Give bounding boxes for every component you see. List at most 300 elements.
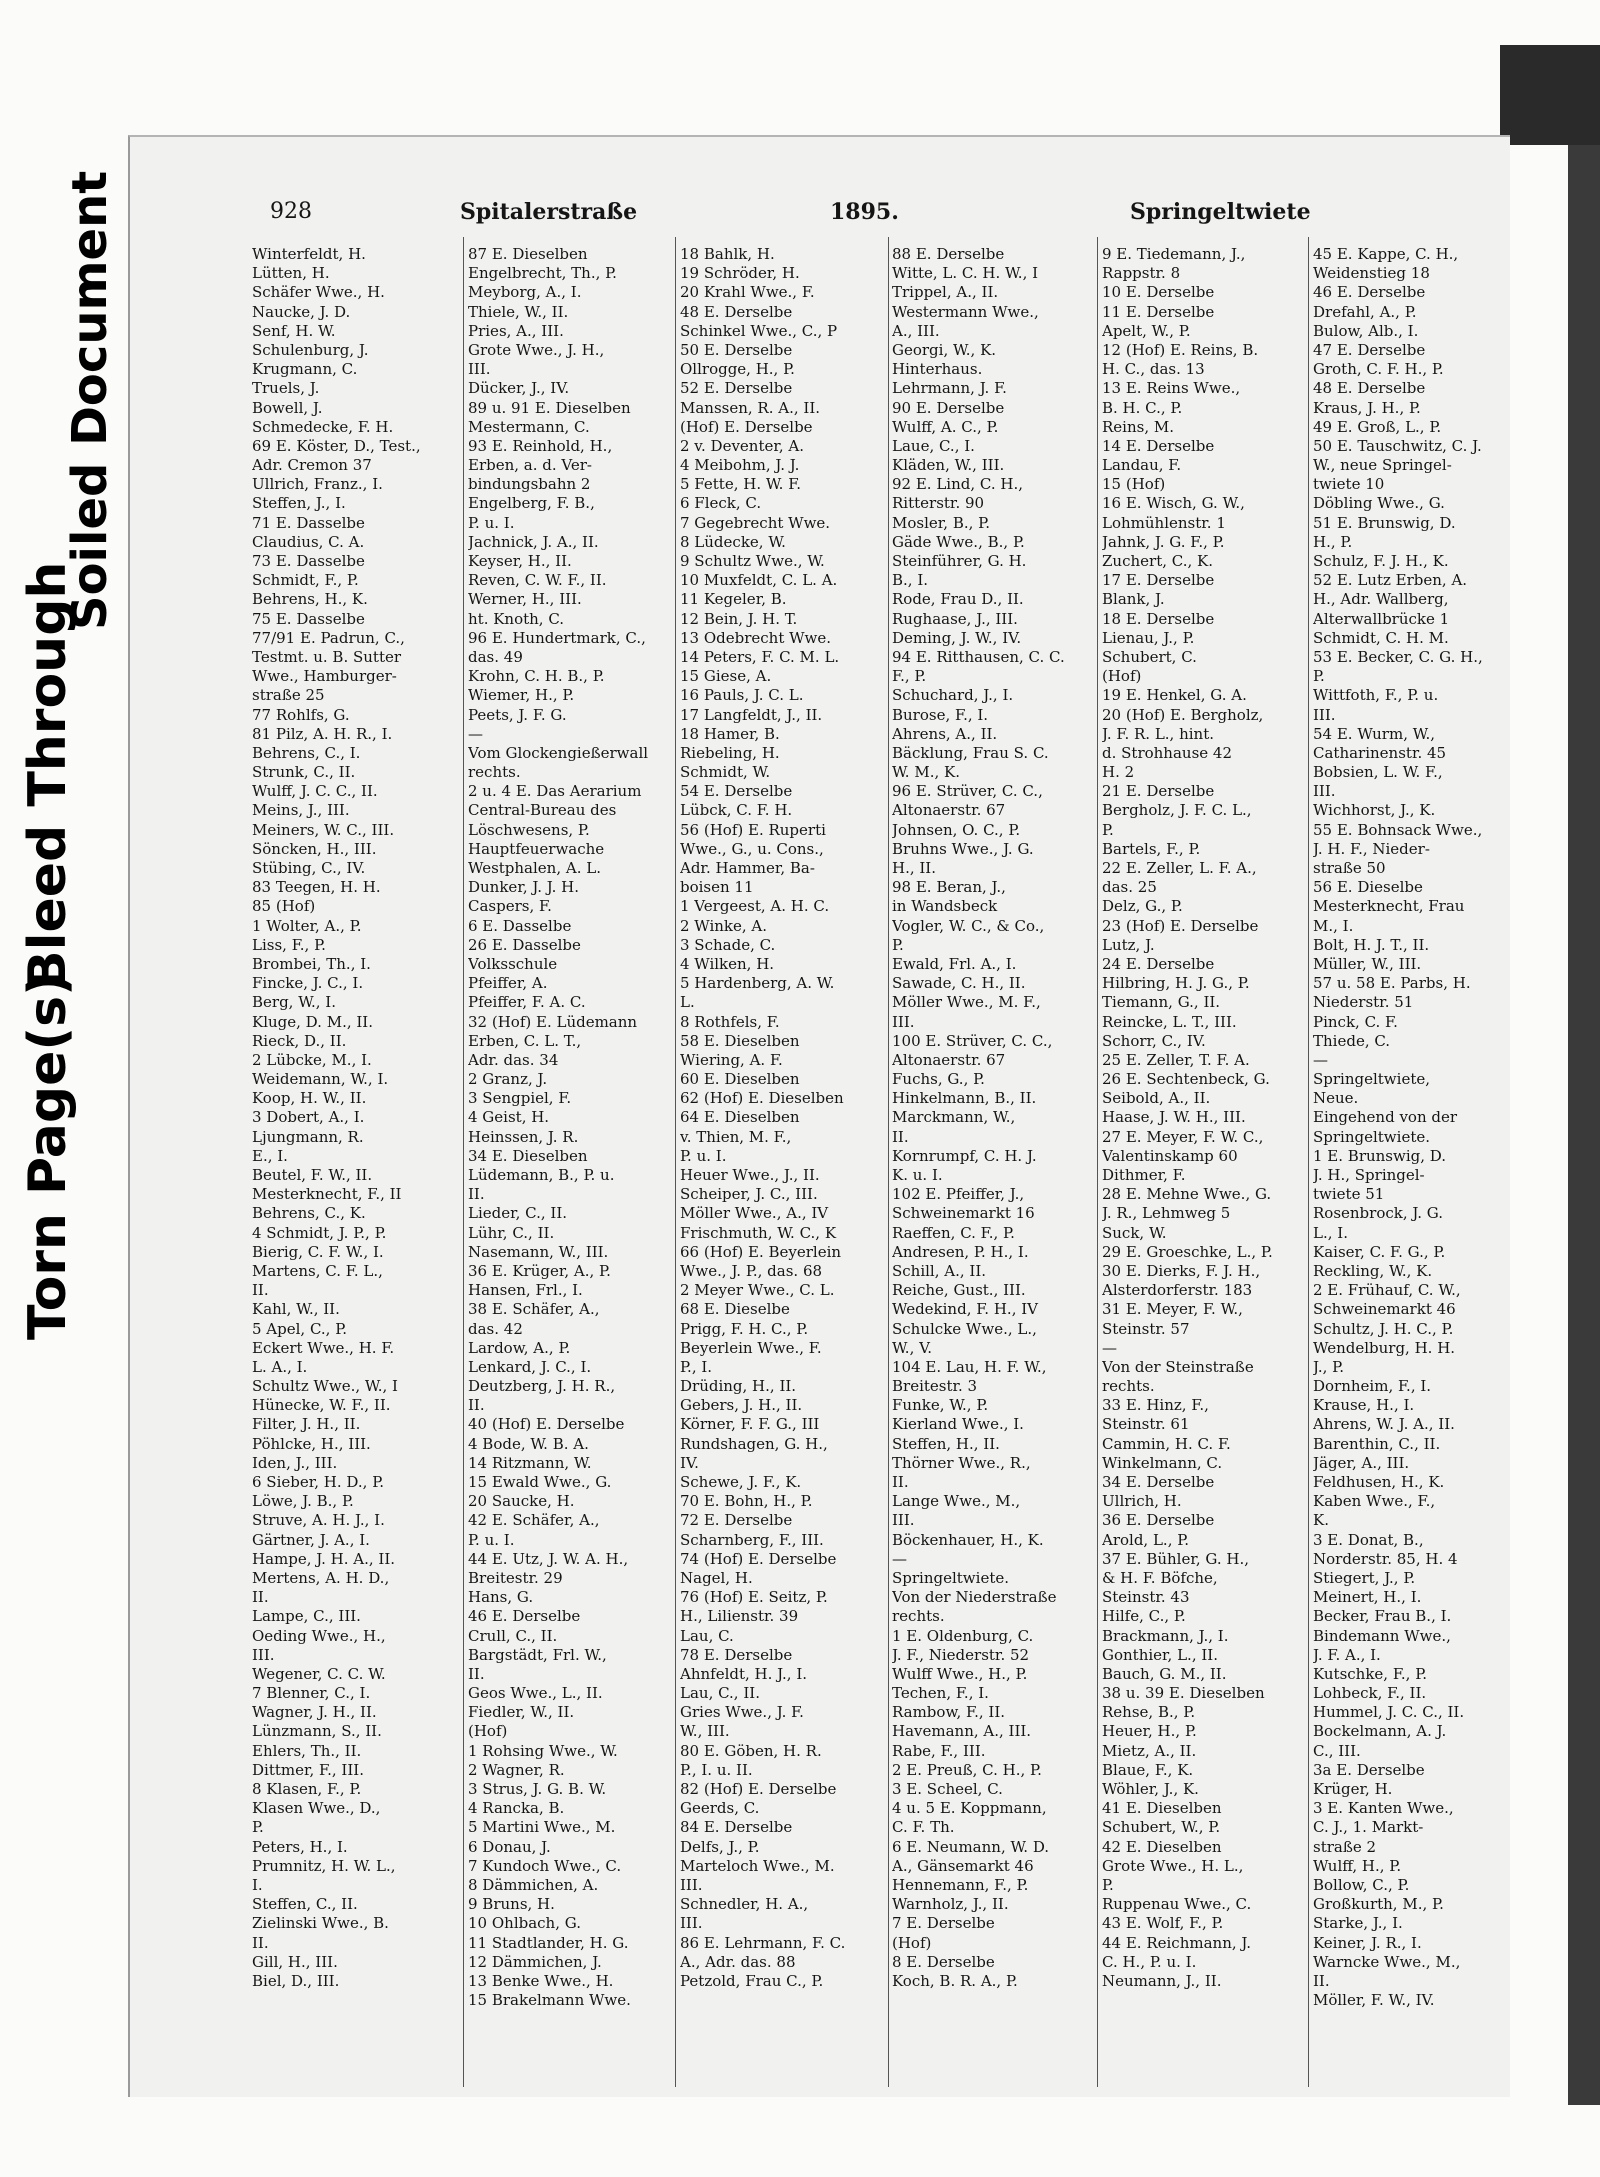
directory-entry-line: Neue.: [1313, 1089, 1359, 1108]
directory-entry-line: 73 E. Dasselbe: [252, 552, 365, 570]
directory-entry-line: Steffen, J., I.: [252, 494, 346, 513]
directory-entry-line: Thiele, W., II.: [468, 302, 569, 321]
column-rule: [463, 237, 464, 2087]
directory-entry-line: —: [1102, 1338, 1117, 1357]
directory-entry-line: Becker, Frau B., I.: [1313, 1607, 1452, 1626]
directory-entry-line: Gonthier, L., II.: [1102, 1645, 1218, 1664]
directory-entry-line: 12 Bein, J. H. T.: [680, 609, 798, 628]
directory-entry-line: —: [468, 724, 483, 743]
directory-entry-line: Pfeiffer, A.: [468, 974, 548, 993]
directory-entry-line: 11 Kegeler, B.: [680, 590, 787, 609]
directory-entry-line: Westphalen, A. L.: [468, 859, 601, 877]
directory-entry-line: Mesterknecht, Frau: [1313, 897, 1465, 916]
directory-entry-line: Berg, W., I.: [252, 993, 337, 1012]
directory-entry-line: Lüdemann, B., P. u.: [468, 1166, 615, 1184]
directory-entry-line: II.: [252, 1281, 269, 1300]
directory-entry-line: Koop, H. W., II.: [252, 1089, 367, 1108]
directory-entry-line: Deutzberg, J. H. R.,: [468, 1377, 616, 1396]
directory-entry-line: Hilbring, H. J. G., P.: [1102, 974, 1250, 993]
directory-entry-line: Steffen, C., II.: [252, 1895, 358, 1914]
directory-entry-line: Von der Niederstraße: [892, 1588, 1057, 1607]
directory-entry-line: Stübing, C., IV.: [252, 859, 366, 877]
directory-entry-line: III.: [680, 1914, 703, 1933]
directory-entry-line: das. 42: [468, 1319, 523, 1338]
directory-entry-line: Schmidt, C. H. M.: [1313, 628, 1449, 647]
directory-entry-line: A., Adr. das. 88: [680, 1952, 796, 1971]
directory-entry-line: 92 E. Lind, C. H.,: [892, 475, 1023, 494]
directory-entry-line: v. Thien, M. F.,: [680, 1127, 792, 1146]
directory-entry-line: 51 E. Brunswig, D.: [1313, 513, 1456, 532]
directory-entry-line: Strunk, C., II.: [252, 763, 356, 782]
directory-entry-line: Grote Wwe., J. H.,: [468, 340, 605, 359]
directory-entry-line: Heinssen, J. R.: [468, 1127, 579, 1146]
directory-entry-line: Rieck, D., II.: [252, 1031, 347, 1050]
directory-entry-line: Döbling Wwe., G.: [1313, 494, 1445, 513]
directory-entry-line: Jachnick, J. A., II.: [468, 532, 599, 551]
directory-entry-line: Gäde Wwe., B., P.: [892, 532, 1025, 551]
directory-entry-line: 70 E. Bohn, H., P.: [680, 1492, 813, 1511]
directory-entry-line: Andresen, P. H., I.: [892, 1242, 1029, 1261]
directory-entry-line: Johnsen, O. C., P.: [892, 820, 1021, 839]
directory-entry-line: 52 E. Lutz Erben, A.: [1313, 571, 1468, 590]
directory-entry-line: Schnedler, H. A.,: [680, 1895, 809, 1914]
directory-entry-line: Meyborg, A., I.: [468, 283, 582, 302]
directory-entry-line: Mertens, A. H. D.,: [252, 1568, 390, 1587]
directory-entry-line: Groth, C. F. H., P.: [1313, 360, 1444, 379]
directory-entry-line: Gebers, J. H., II.: [680, 1396, 803, 1415]
directory-entry-line: 20 Saucke, H.: [468, 1492, 575, 1511]
directory-entry-line: 4 Meibohm, J. J.: [680, 456, 800, 475]
directory-entry-line: Ahnfeldt, H. J., I.: [680, 1664, 808, 1683]
directory-entry-line: 4 Geist, H.: [468, 1108, 550, 1127]
directory-entry-line: P., I.: [680, 1357, 713, 1376]
directory-entry-line: Drüding, H., II.: [680, 1377, 797, 1396]
directory-entry-line: 48 E. Derselbe: [1313, 379, 1426, 398]
directory-entry-line: Drefahl, A., P.: [1313, 302, 1417, 321]
directory-entry-line: 55 E. Bohnsack Wwe.,: [1313, 820, 1483, 839]
directory-entry-line: Müller, W., III.: [1313, 954, 1422, 973]
directory-entry-line: 3a E. Derselbe: [1313, 1760, 1425, 1779]
directory-entry-line: 46 E. Derselbe: [468, 1607, 581, 1626]
directory-entry-line: 2 E. Preuß, C. H., P.: [892, 1760, 1042, 1779]
directory-entry-line: 18 Hamer, B.: [680, 724, 780, 743]
directory-entry-line: H., II.: [892, 859, 937, 877]
directory-entry-line: Lardow, A., P.: [468, 1338, 571, 1357]
directory-entry-line: Möller, F. W., IV.: [1313, 1991, 1435, 2010]
directory-entry-line: 1 Vergeest, A. H. C.: [680, 897, 830, 916]
directory-entry-line: C., III.: [1313, 1741, 1361, 1760]
directory-entry-line: Liss, F., P.: [252, 935, 326, 954]
directory-entry-line: Söncken, H., III.: [252, 839, 377, 858]
directory-entry-line: 15 Brakelmann Wwe.: [468, 1991, 631, 2010]
directory-entry-line: Lehrmann, J. F.: [892, 379, 1007, 398]
directory-entry-line: 66 (Hof) E. Beyerlein: [680, 1242, 842, 1261]
directory-entry-line: 93 E. Reinhold, H.,: [468, 436, 613, 455]
directory-entry-line: Prigg, F. H. C., P.: [680, 1319, 809, 1338]
directory-entry-line: Zielinski Wwe., B.: [252, 1914, 389, 1933]
directory-entry-line: 8 Dämmichen, A.: [468, 1875, 599, 1894]
directory-entry-line: 6 E. Dasselbe: [468, 916, 572, 935]
directory-entry-line: Rehse, B., P.: [1102, 1703, 1196, 1722]
directory-entry-line: Peters, H., I.: [252, 1837, 348, 1856]
column-rule: [675, 237, 676, 2087]
directory-entry-line: Pöhlcke, H., III.: [252, 1434, 371, 1453]
directory-entry-line: 17 E. Derselbe: [1102, 571, 1215, 590]
directory-entry-line: 6 Donau, J.: [468, 1837, 551, 1856]
directory-entry-line: Westermann Wwe.,: [892, 302, 1039, 321]
directory-entry-line: Valentinskamp 60: [1102, 1146, 1238, 1165]
directory-entry-line: Biel, D., III.: [252, 1971, 340, 1990]
directory-entry-line: P.: [252, 1818, 264, 1837]
directory-entry-line: Thiede, C.: [1313, 1031, 1391, 1050]
directory-entry-line: Behrens, C., K.: [252, 1204, 366, 1223]
directory-entry-line: Schulz, F. J. H., K.: [1313, 552, 1449, 570]
directory-entry-line: 60 E. Dieselben: [680, 1070, 800, 1089]
directory-entry-line: 48 E. Derselbe: [680, 302, 793, 321]
directory-entry-line: Ullrich, H.: [1102, 1492, 1182, 1511]
directory-entry-line: 44 E. Utz, J. W. A. H.,: [468, 1549, 629, 1568]
directory-entry-line: 1 E. Oldenburg, C.: [892, 1626, 1034, 1645]
directory-entry-line: Schubert, W., P.: [1102, 1818, 1221, 1837]
directory-entry-line: Testmt. u. B. Sutter: [252, 647, 402, 666]
directory-entry-line: Wichhorst, J., K.: [1313, 801, 1436, 820]
directory-entry-line: Engelberg, F. B.,: [468, 494, 595, 513]
directory-entry-line: Schewe, J. F., K.: [680, 1473, 802, 1491]
directory-entry-line: 20 Krahl Wwe., F.: [680, 283, 815, 302]
directory-entry-line: Stiegert, J., P.: [1313, 1568, 1416, 1587]
directory-entry-line: C. F. Th.: [892, 1818, 955, 1837]
directory-entry-line: Jahnk, J. G. F., P.: [1102, 532, 1225, 551]
directory-entry-line: 30 E. Dierks, F. J. H.,: [1102, 1261, 1261, 1280]
directory-entry-line: Rabe, F., III.: [892, 1741, 986, 1760]
directory-entry-line: Seibold, A., II.: [1102, 1089, 1211, 1108]
directory-entry-line: 78 E. Derselbe: [680, 1645, 793, 1664]
entry-column-5: [1102, 245, 1307, 1991]
directory-entry-line: J., P.: [1313, 1357, 1344, 1376]
directory-entry-line: 8 Lüdecke, W.: [680, 532, 786, 551]
directory-entry-line: Alterwallbrücke 1: [1313, 609, 1450, 628]
directory-entry-line: Kraus, J. H., P.: [1313, 398, 1421, 417]
directory-entry-line: A., Gänsemarkt 46: [892, 1856, 1034, 1875]
directory-entry-line: Wiemer, H., P.: [468, 686, 575, 705]
directory-entry-line: rechts.: [468, 763, 521, 782]
directory-entry-line: II.: [892, 1473, 909, 1491]
directory-entry-line: II.: [892, 1127, 909, 1146]
directory-entry-line: 5 Fette, H. W. F.: [680, 475, 802, 494]
directory-entry-line: Reiche, Gust., III.: [892, 1281, 1026, 1300]
directory-entry-line: Wulff Wwe., H., P.: [892, 1664, 1028, 1683]
directory-entry-line: III.: [1313, 782, 1336, 801]
directory-entry-line: Dittmer, F., III.: [252, 1760, 364, 1779]
directory-entry-line: L. A., I.: [252, 1357, 308, 1376]
directory-entry-line: Wwe., G., u. Cons.,: [680, 839, 824, 858]
directory-entry-line: II.: [1313, 1971, 1330, 1990]
directory-entry-line: 18 Bahlk, H.: [680, 245, 775, 263]
directory-entry-line: Raeffen, C. F., P.: [892, 1223, 1015, 1242]
directory-entry-line: Schubert, C.: [1102, 647, 1197, 666]
directory-entry-line: 3 Sengpiel, F.: [468, 1089, 572, 1108]
directory-entry-line: P.: [892, 935, 904, 954]
directory-entry-line: 32 (Hof) E. Lüdemann: [468, 1012, 638, 1031]
directory-entry-line: Kaben Wwe., F.,: [1313, 1492, 1436, 1511]
directory-entry-line: Lampe, C., III.: [252, 1607, 361, 1626]
directory-entry-line: Adr. Hammer, Ba-: [680, 859, 815, 877]
year: 1895.: [830, 199, 899, 225]
directory-entry-line: 17 Langfeldt, J., II.: [680, 705, 823, 724]
directory-entry-line: Böckenhauer, H., K.: [892, 1530, 1044, 1549]
directory-entry-line: 43 E. Wolf, F., P.: [1102, 1914, 1224, 1933]
directory-entry-line: Hansen, Frl., I.: [468, 1281, 583, 1300]
directory-entry-line: Reckling, W., K.: [1313, 1261, 1433, 1280]
directory-entry-line: 1 E. Brunswig, D.: [1313, 1146, 1447, 1165]
directory-entry-line: 12 (Hof) E. Reins, B.: [1102, 340, 1259, 359]
directory-entry-line: 54 E. Derselbe: [680, 782, 793, 801]
directory-entry-line: Dithmer, F.: [1102, 1166, 1186, 1184]
directory-entry-line: Schäfer Wwe., H.: [252, 283, 385, 302]
directory-entry-line: Struve, A. H. J., I.: [252, 1511, 385, 1530]
directory-entry-line: Lange Wwe., M.,: [892, 1492, 1021, 1511]
directory-entry-line: 2 v. Deventer, A.: [680, 436, 805, 455]
directory-entry-line: Bobsien, L. W. F.,: [1313, 763, 1443, 782]
directory-entry-line: 45 E. Kappe, C. H.,: [1313, 245, 1459, 263]
directory-entry-line: twiete 51: [1313, 1185, 1385, 1204]
directory-entry-line: 68 E. Dieselbe: [680, 1300, 790, 1319]
directory-entry-line: Keiner, J. R., I.: [1313, 1933, 1422, 1952]
directory-entry-line: Iden, J., III.: [252, 1453, 338, 1472]
directory-entry-line: Ullrich, Franz., I.: [252, 475, 383, 494]
directory-entry-line: 3 Strus, J. G. B. W.: [468, 1780, 607, 1798]
directory-entry-line: Bulow, Alb., I.: [1313, 321, 1419, 340]
directory-entry-line: Schultz Wwe., W., I: [252, 1377, 398, 1396]
directory-entry-line: Meins, J., III.: [252, 801, 350, 820]
directory-entry-line: Bockelmann, A. J.: [1313, 1722, 1447, 1741]
directory-entry-line: Hummel, J. C. C., II.: [1313, 1703, 1465, 1722]
directory-entry-line: 94 E. Ritthausen, C. C.: [892, 647, 1065, 666]
directory-entry-line: 44 E. Reichmann, J.: [1102, 1933, 1252, 1952]
directory-entry-line: Schorr, C., IV.: [1102, 1031, 1206, 1050]
directory-entry-line: Bowell, J.: [252, 398, 323, 417]
directory-entry-line: Schultz, J. H. C., P.: [1313, 1319, 1454, 1338]
directory-entry-line: Kluge, D. M., II.: [252, 1012, 373, 1031]
directory-entry-line: Dunker, J. J. H.: [468, 878, 579, 897]
directory-entry-line: 11 Stadtlander, H. G.: [468, 1933, 629, 1952]
directory-entry-line: Vom Glockengießerwall: [468, 743, 649, 762]
directory-entry-line: Lütten, H.: [252, 264, 330, 283]
directory-entry-line: Klasen Wwe., D.,: [252, 1799, 381, 1818]
directory-entry-line: 58 E. Dieselben: [680, 1031, 800, 1050]
left-running-title: Spitalerstraße: [460, 199, 638, 225]
directory-entry-line: W., V.: [892, 1338, 933, 1357]
directory-entry-line: 88 E. Derselbe: [892, 245, 1005, 263]
directory-entry-line: P.: [1102, 1875, 1114, 1894]
directory-entry-line: 5 Martini Wwe., M.: [468, 1818, 616, 1837]
directory-entry-line: Frischmuth, W. C., K: [680, 1223, 837, 1242]
directory-entry-line: W., III.: [680, 1722, 730, 1741]
directory-entry-line: & H. F. Böfche,: [1102, 1568, 1218, 1587]
directory-entry-line: Apelt, W., P.: [1102, 321, 1191, 340]
directory-entry-line: Truels, J.: [252, 379, 320, 398]
directory-entry-line: 1 Rohsing Wwe., W.: [468, 1741, 618, 1760]
entry-column-6: [1313, 245, 1518, 2010]
directory-entry-line: Bruhns Wwe., J. G.: [892, 839, 1034, 858]
directory-entry-line: 41 E. Dieselben: [1102, 1799, 1222, 1818]
directory-entry-line: III.: [892, 1012, 915, 1031]
directory-entry-line: Bindemann Wwe.,: [1313, 1626, 1451, 1645]
directory-entry-line: 74 (Hof) E. Derselbe: [680, 1549, 837, 1568]
directory-entry-line: II.: [252, 1588, 269, 1607]
directory-entry-line: 8 Rothfels, F.: [680, 1012, 780, 1031]
directory-entry-line: Neumann, J., II.: [1102, 1971, 1222, 1990]
directory-entry-line: J. H., Springel-: [1313, 1166, 1425, 1184]
directory-entry-line: 6 Sieber, H. D., P.: [252, 1473, 385, 1491]
directory-entry-line: 8 Klasen, F., P.: [252, 1780, 362, 1798]
directory-entry-line: Hünecke, W. F., II.: [252, 1396, 391, 1415]
directory-entry-line: Central-Bureau des: [468, 801, 617, 820]
directory-entry-line: 98 E. Beran, J.,: [892, 878, 1006, 897]
directory-entry-line: L., I.: [1313, 1223, 1348, 1242]
directory-entry-line: Haase, J. W. H., III.: [1102, 1108, 1246, 1127]
directory-entry-line: 38 u. 39 E. Dieselben: [1102, 1684, 1265, 1703]
directory-entry-line: —: [892, 1549, 907, 1568]
directory-entry-line: 26 E. Dasselbe: [468, 935, 581, 954]
directory-entry-line: Zuchert, C., K.: [1102, 552, 1213, 570]
directory-entry-line: 50 E. Tauschwitz, C. J.: [1313, 436, 1482, 455]
directory-entry-line: Steinstr. 43: [1102, 1588, 1190, 1607]
directory-entry-line: straße 25: [252, 686, 325, 705]
directory-entry-line: Kornrumpf, C. H. J.: [892, 1146, 1037, 1165]
directory-entry-line: J. F. A., I.: [1313, 1645, 1381, 1664]
directory-entry-line: 4 Wilken, H.: [680, 954, 775, 973]
directory-entry-line: 62 (Hof) E. Dieselben: [680, 1089, 844, 1108]
directory-entry-line: Ljungmann, R.: [252, 1127, 364, 1146]
directory-entry-line: Dornheim, F., I.: [1313, 1377, 1432, 1396]
directory-entry-line: 23 (Hof) E. Derselbe: [1102, 916, 1259, 935]
directory-entry-line: 77/91 E. Padrun, C.,: [252, 628, 405, 647]
directory-entry-line: Engelbrecht, Th., P.: [468, 264, 617, 283]
directory-entry-line: 64 E. Dieselben: [680, 1108, 800, 1127]
directory-entry-line: Kaiser, C. F. G., P.: [1313, 1242, 1446, 1261]
directory-entry-line: 16 Pauls, J. C. L.: [680, 686, 804, 705]
directory-entry-line: Norderstr. 85, H. 4: [1313, 1549, 1458, 1568]
directory-entry-line: Reins, M.: [1102, 417, 1174, 436]
directory-entry-line: Erben, a. d. Ver-: [468, 456, 592, 475]
directory-entry-line: 1 Wolter, A., P.: [252, 916, 362, 935]
directory-entry-line: Claudius, C. A.: [252, 532, 365, 551]
directory-entry-line: 102 E. Pfeiffer, J.,: [892, 1185, 1025, 1204]
directory-entry-line: Havemann, A., III.: [892, 1722, 1032, 1741]
directory-entry-line: Ahrens, A., II.: [892, 724, 998, 743]
directory-entry-line: Delfs, J., P.: [680, 1837, 760, 1856]
directory-entry-line: (Hof): [892, 1933, 932, 1952]
directory-entry-line: Reincke, L. T., III.: [1102, 1012, 1237, 1031]
directory-entry-line: Schuchard, J., I.: [892, 686, 1014, 705]
directory-entry-line: Lutz, J.: [1102, 935, 1155, 954]
directory-entry-line: Schulcke Wwe., L.,: [892, 1319, 1037, 1338]
directory-entry-line: Caspers, F.: [468, 897, 552, 916]
directory-entry-line: Schulenburg, J.: [252, 340, 369, 359]
directory-entry-line: Sawade, C. H., II.: [892, 974, 1026, 993]
directory-entry-line: J. R., Lehmweg 5: [1102, 1204, 1231, 1223]
directory-entry-line: Hinkelmann, B., II.: [892, 1089, 1037, 1108]
directory-entry-line: P., I. u. II.: [680, 1760, 753, 1779]
entry-column-2: [468, 245, 673, 2010]
directory-entry-line: 69 E. Köster, D., Test.,: [252, 436, 421, 455]
directory-entry-line: Scharnberg, F., III.: [680, 1530, 824, 1549]
directory-entry-line: C. J., 1. Markt-: [1313, 1818, 1424, 1837]
directory-entry-line: 34 E. Derselbe: [1102, 1473, 1215, 1491]
directory-entry-line: 80 E. Göben, H. R.: [680, 1741, 822, 1760]
directory-entry-line: 14 E. Derselbe: [1102, 436, 1215, 455]
directory-entry-line: Thörner Wwe., R.,: [892, 1453, 1031, 1472]
directory-entry-line: twiete 10: [1313, 475, 1385, 494]
directory-entry-line: 36 E. Derselbe: [1102, 1511, 1215, 1530]
directory-entry-line: 49 E. Groß, L., P.: [1313, 417, 1442, 436]
directory-entry-line: Wagner, J. H., II.: [252, 1703, 377, 1722]
directory-entry-line: Wulff, A. C., P.: [892, 417, 999, 436]
directory-entry-line: Rughaase, J., III.: [892, 609, 1018, 628]
directory-entry-line: Springeltwiete.: [892, 1568, 1009, 1587]
directory-entry-line: 12 Dämmichen, J.: [468, 1952, 602, 1971]
directory-entry-line: 84 E. Derselbe: [680, 1818, 793, 1837]
directory-entry-line: Petzold, Frau C., P.: [680, 1971, 824, 1990]
directory-entry-line: Schinkel Wwe., C., P: [680, 321, 838, 340]
directory-entry-line: K.: [1313, 1511, 1329, 1530]
directory-entry-line: Starke, J., I.: [1313, 1914, 1403, 1933]
directory-entry-line: 87 E. Dieselben: [468, 245, 588, 263]
directory-entry-line: das. 25: [1102, 878, 1157, 897]
directory-entry-line: 38 E. Schäfer, A.,: [468, 1300, 600, 1319]
directory-entry-line: Möller Wwe., A., IV: [680, 1204, 829, 1223]
directory-entry-line: 7 Blenner, C., I.: [252, 1684, 371, 1703]
directory-entry-line: 81 Pilz, A. H. R., I.: [252, 724, 393, 743]
directory-entry-line: straße 50: [1313, 859, 1386, 877]
directory-entry-line: 50 E. Derselbe: [680, 340, 793, 359]
directory-entry-line: III.: [1313, 705, 1336, 724]
directory-entry-line: 8 E. Derselbe: [892, 1952, 995, 1971]
directory-entry-line: 28 E. Mehne Wwe., G.: [1102, 1185, 1272, 1204]
directory-entry-line: Wulff, H., P.: [1313, 1856, 1402, 1875]
label-bleed-through: Bleed Through: [18, 561, 78, 990]
directory-entry-line: 100 E. Strüver, C. C.,: [892, 1031, 1053, 1050]
directory-entry-line: 40 (Hof) E. Derselbe: [468, 1415, 625, 1434]
directory-entry-line: Breitestr. 29: [468, 1568, 563, 1587]
directory-entry-line: 2 Lübcke, M., I.: [252, 1050, 372, 1069]
directory-entry-line: 42 E. Schäfer, A.,: [468, 1511, 600, 1530]
directory-entry-line: P. u. I.: [680, 1146, 727, 1165]
directory-entry-line: straße 2: [1313, 1837, 1377, 1856]
directory-entry-line: Deming, J. W., IV.: [892, 628, 1022, 647]
directory-entry-line: 96 E. Hundertmark, C.,: [468, 628, 646, 647]
directory-entry-line: 31 E. Meyer, F. W.,: [1102, 1300, 1243, 1319]
directory-entry-line: 2 Wagner, R.: [468, 1760, 565, 1779]
directory-entry-line: J. F., Niederstr. 52: [892, 1645, 1030, 1664]
directory-entry-line: Warncke Wwe., M.,: [1313, 1952, 1461, 1971]
directory-entry-line: 2 u. 4 E. Das Aerarium: [468, 782, 642, 801]
directory-entry-line: Jäger, A., III.: [1313, 1453, 1410, 1472]
directory-entry-line: 85 (Hof): [252, 897, 316, 916]
directory-entry-line: Wegener, C. C. W.: [252, 1664, 386, 1683]
directory-entry-line: 86 E. Lehrmann, F. C.: [680, 1933, 846, 1952]
directory-entry-line: 4 u. 5 E. Koppmann,: [892, 1799, 1047, 1818]
directory-entry-line: Wiering, A. F.: [680, 1050, 783, 1069]
column-rule: [1097, 237, 1098, 2087]
directory-entry-line: Brackmann, J., I.: [1102, 1626, 1229, 1645]
directory-entry-line: Nagel, H.: [680, 1568, 753, 1587]
directory-entry-line: Eingehend von der: [1313, 1108, 1458, 1127]
directory-entry-line: 75 E. Dasselbe: [252, 609, 365, 628]
directory-entry-line: Winkelmann, C.: [1102, 1453, 1223, 1472]
directory-entry-line: Winterfeldt, H.: [252, 245, 366, 263]
